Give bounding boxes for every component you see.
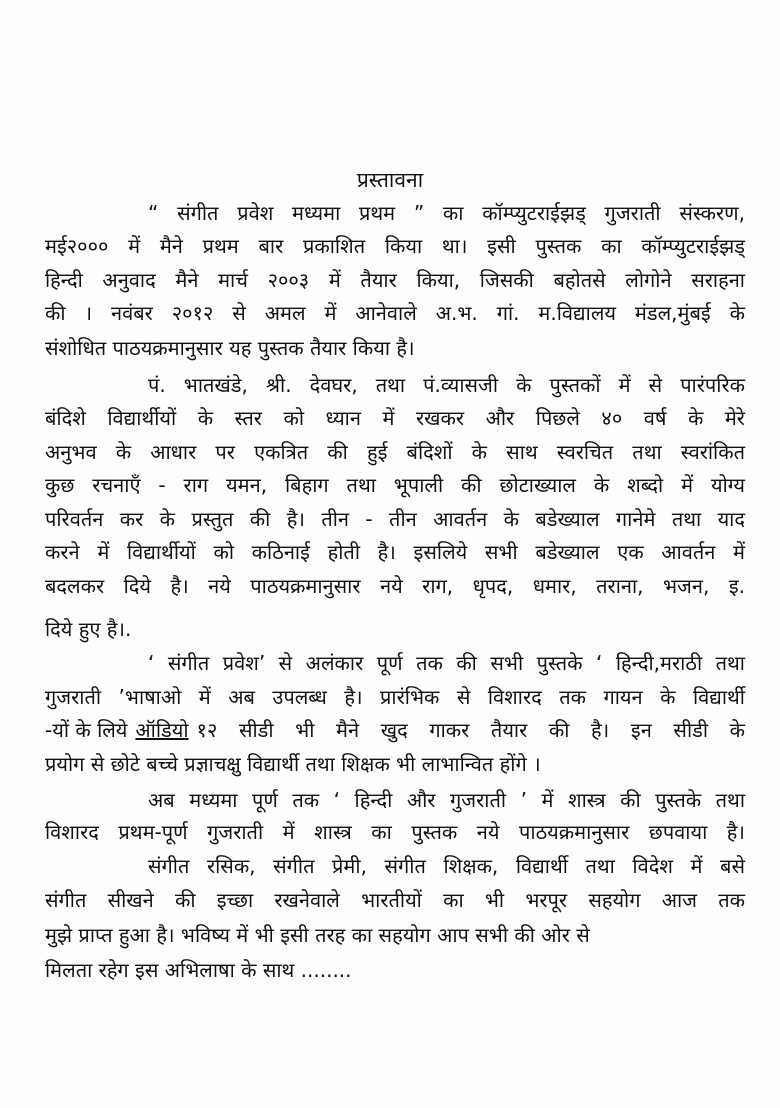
text-line: विशारद प्रथम-पूर्ण गुजराती में शास्त्र का पुस्तक नये पाठयक्रमानुसार छपवाया है। <box>45 820 745 844</box>
text-line: मिलता रहेग इस अभिलाषा के साथ ........ <box>45 958 352 982</box>
text-line: संशोधित पाठयक्रमानुसार यह पुस्तक तैयार किया है। <box>45 336 415 360</box>
text-line: संगीत सीखने की इच्छा रखनेवाले भारतीयों का भी भरपूर सहयोग आज तक <box>45 888 745 912</box>
text-line: अनुभव के आधार पर एकत्रित की हुई बंदिशों के साथ स्वरचित तथा स्वरांकित <box>45 440 745 464</box>
text-line: बदलकर दिये है। नये पाठयक्रमानुसार नये राग, धृपद, धमार, तराना, भजन, इ. <box>45 574 745 598</box>
page-title: प्रस्तावना <box>356 168 424 192</box>
text-line: हिन्दी अनुवाद मैने मार्च २००३ में तैयार किया, जिसकी बहोतसे लोगोने सराहना <box>45 268 745 292</box>
text-line: ‘ संगीत प्रवेश’ से अलंकार पूर्ण तक की सभी पुस्तके ‘ हिन्दी,मराठी तथा <box>148 651 745 675</box>
text-line: पं. भातखंडे, श्री. देवघर, तथा पं.व्यासजी के पुस्तकों में से पारंपरिक <box>148 373 745 397</box>
text-line: “ संगीत प्रवेश मध्यमा प्रथम ” का कॉम्प्युटराईझड् गुजराती संस्करण, <box>148 201 745 225</box>
text-line: कुछ रचनाएँ - राग यमन, बिहाग तथा भूपाली की छोटाख्याल के शब्दो में योग्य <box>45 473 745 497</box>
text-line: अब मध्यमा पूर्ण तक ‘ हिन्दी और गुजराती ’ में शास्त्र की पुस्तके तथा <box>148 788 745 812</box>
text-line: दिये हुए है।. <box>45 617 132 641</box>
underlined-text: ऑडियो <box>135 718 189 742</box>
text-line: प्रयोग से छोटे बच्चे प्रज्ञाचक्षु विद्यार्थी तथा शिक्षक भी लाभान्वित होंगे । <box>45 752 541 776</box>
text-segment: -यों के लिये <box>45 718 128 742</box>
text-line: गुजराती ’भाषाओ में अब उपलब्ध है। प्रारंभिक से विशारद तक गायन के विद्यार्थी <box>45 685 745 709</box>
text-line: संगीत रसिक, संगीत प्रेमी, संगीत शिक्षक, विद्यार्थी तथा विदेश में बसे <box>148 854 745 878</box>
text-line <box>45 715 745 745</box>
text-line: करने में विद्यार्थीयों को कठिनाई होती है। इसलिये सभी बडेख्याल एक आवर्तन में <box>45 540 745 564</box>
text-line: मई२००० में मैने प्रथम बार प्रकाशित किया था। इसी पुस्तक का कॉम्प्युटराईझड् <box>45 234 745 258</box>
text-segment: १२ सीडी भी मैने खुद गाकर तैयार की है। इन सीडी के <box>196 718 745 742</box>
text-line: की । नवंबर २०१२ से अमल में आनेवाले अ.भ. गां. म.विद्यालय मंडल,मुंबई के <box>45 301 745 325</box>
text-line: मुझे प्राप्त हुआ है। भविष्य में भी इसी तरह का सहयोग आप सभी की ओर से <box>45 923 590 947</box>
text-line: बंदिशे विद्यार्थीयों के स्तर को ध्यान में रखकर और पिछले ४० वर्ष के मेरे <box>45 406 745 430</box>
text-line: परिवर्तन कर के प्रस्तुत की है। तीन - तीन आवर्तन के बडेख्याल गानेमे तथा याद <box>45 507 745 531</box>
